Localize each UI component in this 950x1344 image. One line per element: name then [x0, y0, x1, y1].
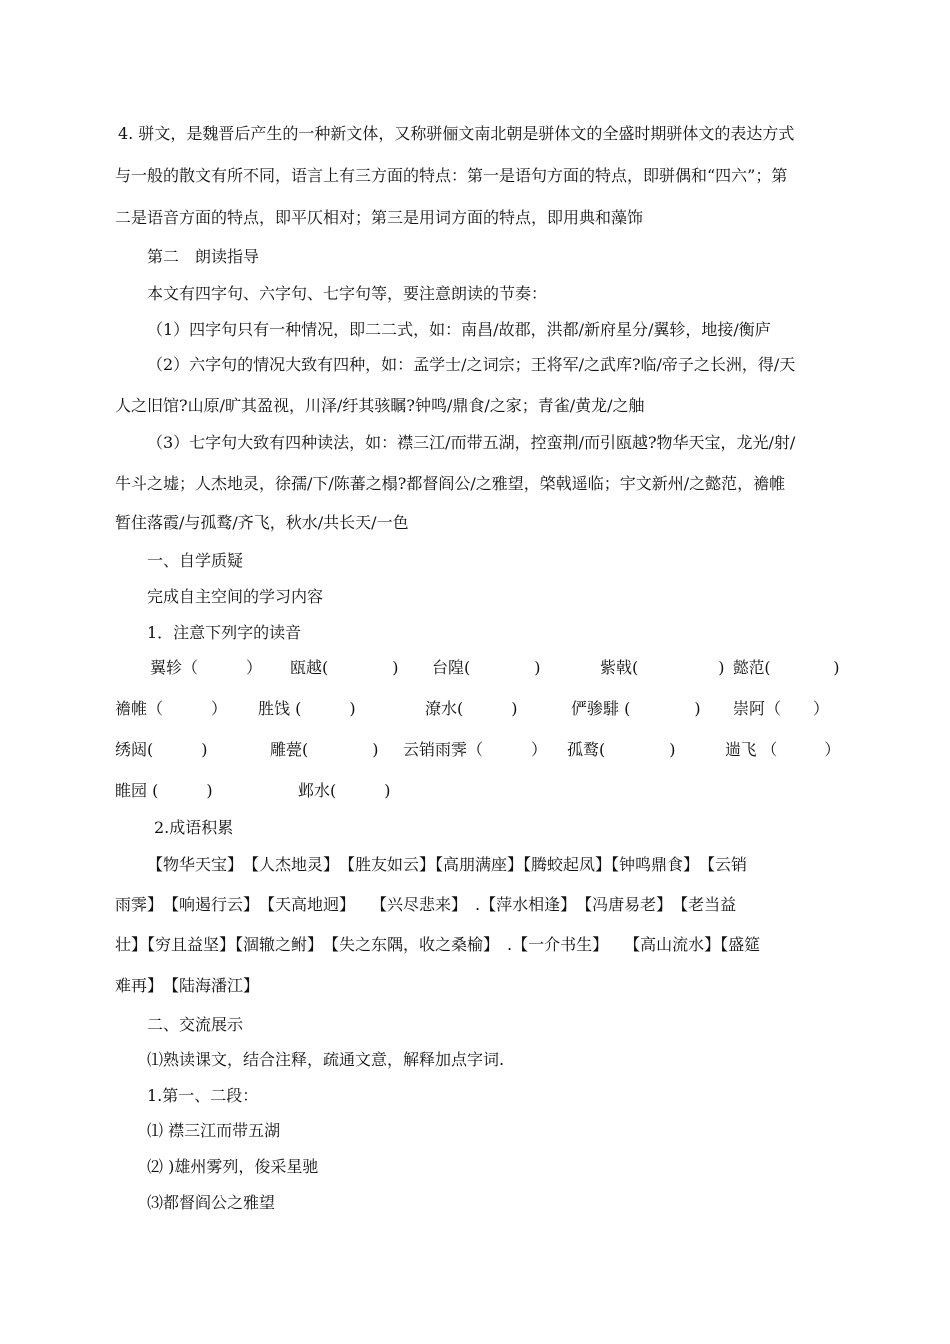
paragraph-line: （2）六字句的情况大致有四种，如：孟学士/之词宗；王将军/之武库?临/帝子之长洲，得/天 [147, 355, 796, 374]
pronunciation-item: 瓯越( ) [290, 658, 399, 677]
paragraph-line: 与一般的散文有所不同，语言上有三方面的特点：第一是语句方面的特点，即骈偶和“四六”；第 [115, 166, 788, 185]
pronunciation-item: 紫戟( ) [600, 658, 725, 677]
pronunciation-item: 雕甍( ) [270, 740, 379, 759]
section-heading: 一、自学质疑 [147, 551, 244, 570]
idiom-line: 难再】 【陆海潘江】 [115, 976, 260, 995]
subsection-heading: 2.成语积累 [154, 818, 234, 837]
paragraph-line: 暂住落霞/与孤鹜/齐飞，秋水/共长天/一色 [115, 513, 409, 532]
pronunciation-item: 睢园 ( ) [115, 781, 213, 800]
paragraph-line: ⑴熟读课文，结合注释，疏通文意，解释加点字词. [147, 1050, 505, 1069]
section-heading: 二、交流展示 [147, 1015, 244, 1034]
paragraph-line: 完成自主空间的学习内容 [147, 587, 324, 606]
subsection-heading: 1．注意下列字的读音 [147, 623, 302, 642]
pronunciation-item: 潦水( ) [425, 699, 518, 718]
pronunciation-item: 俨骖騑 ( ) [571, 699, 701, 718]
question-item: ⑶都督阎公之雅望 [147, 1193, 276, 1212]
paragraph-line: 二是语音方面的特点，即平仄相对；第三是用词方面的特点，即用典和藻饰 [115, 208, 644, 227]
pronunciation-item: 懿范( ) [733, 658, 840, 677]
pronunciation-item: 胜饯 ( ) [258, 699, 356, 718]
pronunciation-item: 翼轸（ ） [150, 658, 263, 677]
paragraph-line: 4. 骈文，是魏晋后产生的一种新文体，又称骈俪文南北朝是骈体文的全盛时期骈体文的表达方式 [118, 124, 795, 143]
paragraph-line: （3）七字句大致有四种读法，如：襟三江/而带五湖，控蛮荆/而引瓯越?物华天宝，龙光/射/ [147, 433, 796, 452]
pronunciation-item: 云销雨霁（ ） [403, 740, 548, 759]
pronunciation-item: 绣闼( ) [115, 740, 208, 759]
pronunciation-item: 崇阿（ ） [733, 699, 830, 718]
paragraph-line: （1）四字句只有一种情况，即二二式，如：南昌/故郡，洪都/新府星分/翼轸，地接/衡庐 [147, 320, 771, 339]
pronunciation-item: 邺水( ) [298, 781, 391, 800]
section-heading: 第二 朗读指导 [147, 247, 260, 266]
pronunciation-item: 襜帷（ ） [115, 699, 228, 718]
subsection-heading: 1.第一、二段： [147, 1086, 259, 1105]
idiom-line: 【物华天宝】 【人杰地灵】 【胜友如云】【高朋满座】【腾蛟起凤】【钟鸣鼎食】 【云销 [147, 855, 748, 874]
paragraph-line: 人之旧馆?山原/旷其盈视，川泽/纡其骇瞩?钟鸣/鼎食/之家；青雀/黄龙/之舳 [115, 396, 645, 415]
pronunciation-item: 台隍( ) [432, 658, 541, 677]
pronunciation-item: 孤鹜( ) [567, 740, 676, 759]
idiom-line: 雨霁】 【响遏行云】 【天高地迥】 【兴尽悲来】 .【萍水相逢】 【冯唐易老】 【老当益 [115, 895, 737, 914]
paragraph-line: 牛斗之墟；人杰地灵，徐孺/下/陈蕃之榻?都督阎公/之雅望，棨戟遥临；宇文新州/之懿范，襜帷 [115, 474, 786, 493]
question-item: ⑵ )雄州雾列，俊采星驰 [147, 1157, 319, 1176]
paragraph-line: 本文有四字句、六字句、七字句等，要注意朗读的节奏： [147, 284, 548, 303]
pronunciation-item: 遄飞 （ ） [725, 740, 841, 759]
idiom-line: 壮】【穷且益坚】【涸辙之鲋】 【失之东隅，收之桑榆】 .【一介书生】 【高山流水】【盛筵 [115, 935, 761, 954]
question-item: ⑴ 襟三江而带五湖 [147, 1121, 281, 1140]
